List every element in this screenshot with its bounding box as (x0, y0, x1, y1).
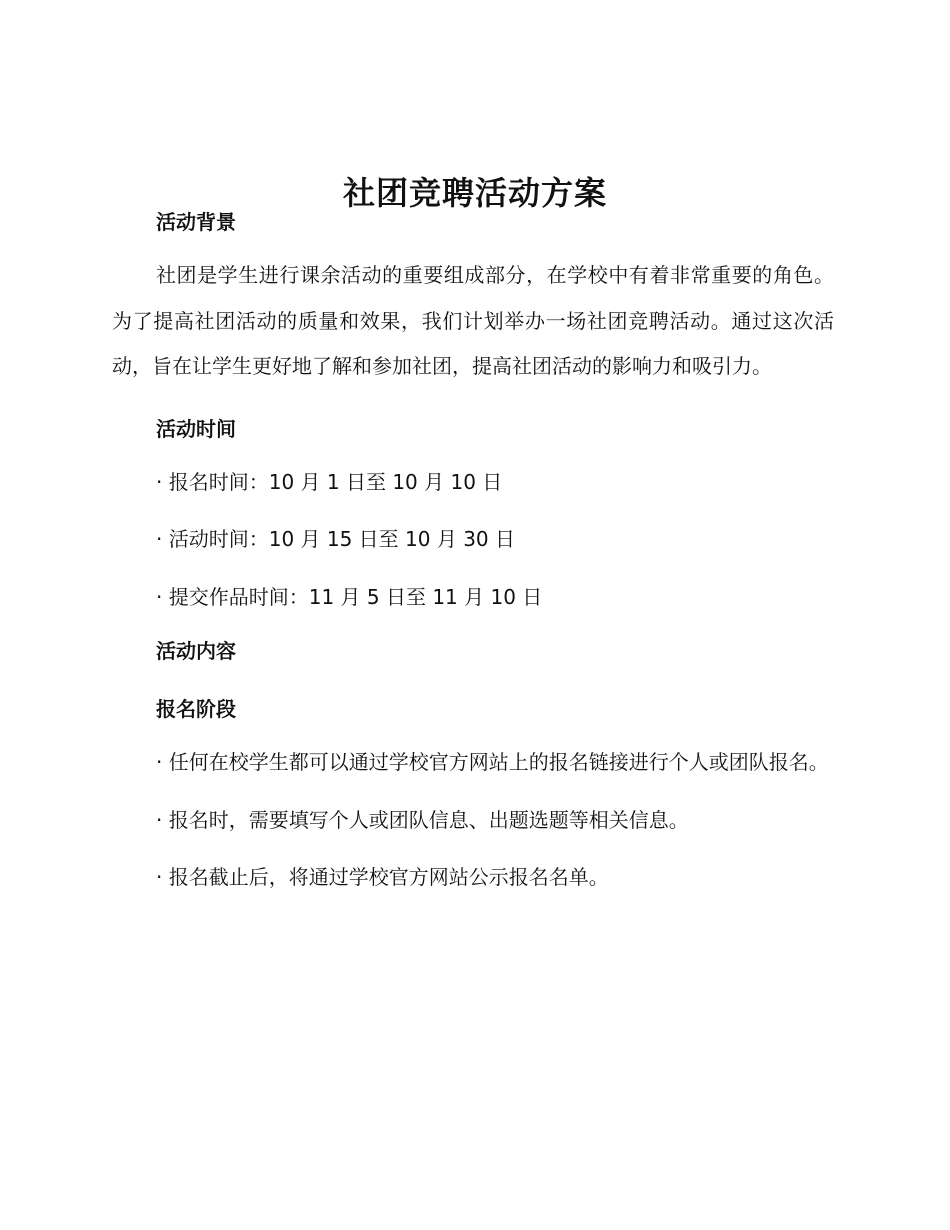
spacer (112, 241, 834, 253)
spacer (112, 728, 834, 740)
section-heading-background: 活动背景 (156, 210, 236, 234)
time-item-activity: · 活动时间：10 月 15 日至 10 月 30 日 (156, 527, 516, 551)
registration-item-announcement: · 报名截止后，将通过学校官方网站公示报名名单。 (156, 865, 609, 889)
time-item-submission: · 提交作品时间：11 月 5 日至 11 月 10 日 (156, 584, 543, 609)
registration-item-form: · 报名时，需要填写个人或团队信息、出题选题等相关信息。 (156, 807, 689, 832)
spacer (112, 563, 834, 575)
document-body (112, 203, 834, 901)
spacer (112, 448, 834, 460)
spacer (112, 843, 834, 855)
document-title: 社团竞聘活动方案 (342, 174, 607, 213)
section-heading-time: 活动时间 (156, 416, 236, 441)
spacer (112, 670, 834, 690)
spacer (112, 620, 834, 632)
spacer (112, 786, 834, 798)
time-item-registration: · 报名时间：10 月 1 日至 10 月 10 日 (156, 469, 503, 494)
registration-item-eligibility: · 任何在校学生都可以通过学校官方网站上的报名链接进行个人或团队报名。 (156, 750, 829, 774)
section-heading-registration: 报名阶段 (156, 697, 236, 721)
background-paragraph: 社团是学生进行课余活动的重要组成部分，在学校中有着非常重要的角色。为了提高社团活动的质量和效果，我们计划举办一场社团竞聘活动。通过这次活动，旨在让学生更好地了解和参加社团，提高社团活动的影响力和吸引力。 (112, 263, 834, 378)
spacer (112, 390, 834, 410)
section-heading-content: 活动内容 (156, 639, 236, 663)
spacer (112, 505, 834, 517)
